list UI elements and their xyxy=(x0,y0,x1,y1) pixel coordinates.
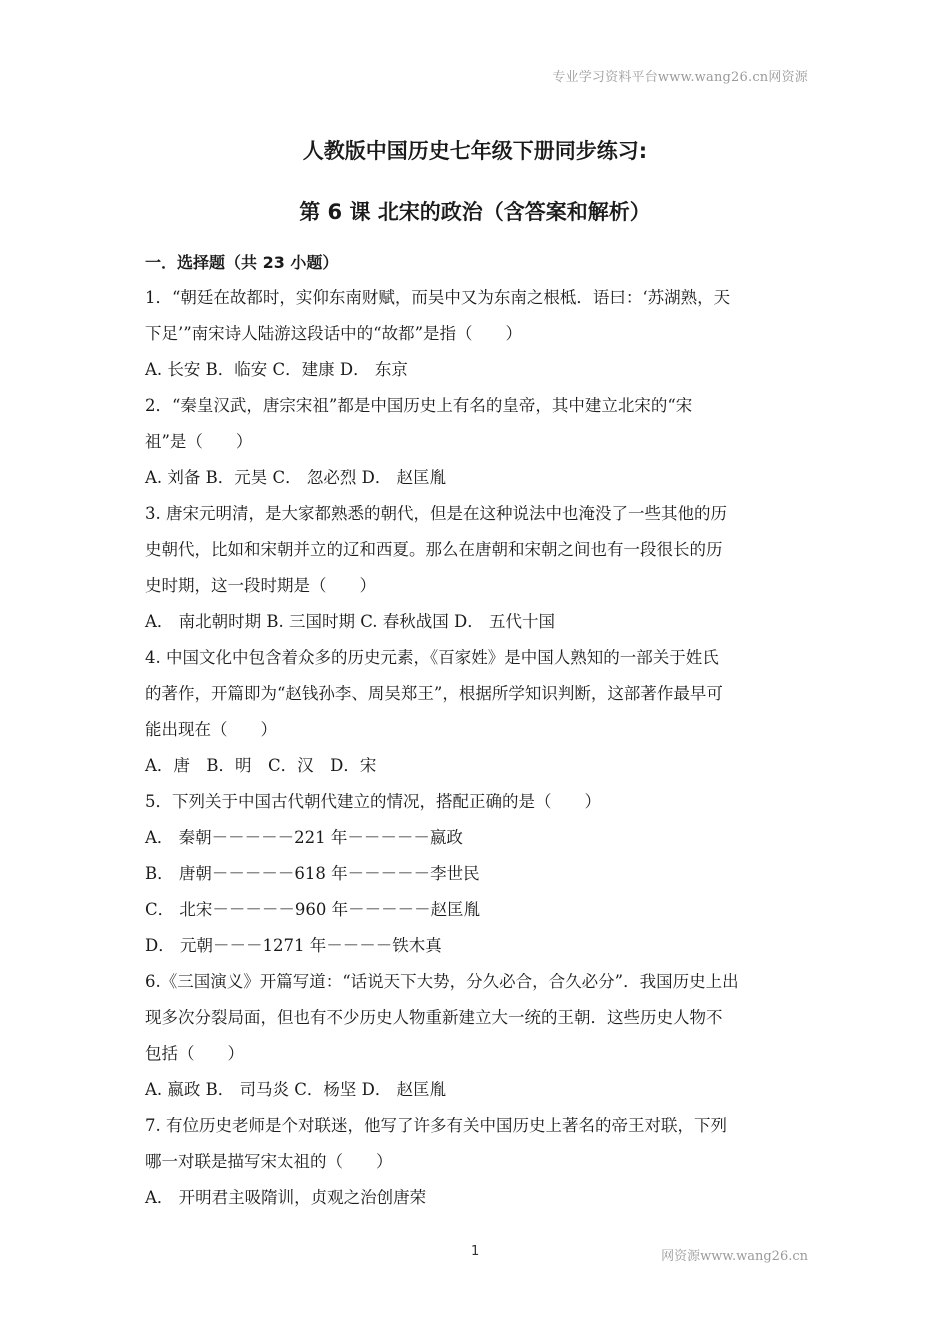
page-number: 1 xyxy=(471,1244,480,1259)
answer-option: A． 秦朝－－－－－221 年－－－－－嬴政 xyxy=(145,828,463,847)
text-line: 哪一对联是描写宋太祖的（ ） xyxy=(145,1152,393,1171)
text-line: 2．“秦皇汉武，唐宗宋祖”都是中国历史上有名的皇帝，其中建立北宋的“宋 xyxy=(145,396,693,415)
text-line: 4. 中国文化中包含着众多的历史元素，《百家姓》是中国人熟知的一部关于姓氏 xyxy=(145,648,719,667)
header-watermark: 专业学习资料平台www.wang26.cn网资源 xyxy=(552,70,808,85)
document-subtitle: 第 6 课 北宋的政治（含答案和解析） xyxy=(299,200,651,224)
answer-option: D． 元朝－－－1271 年－－－－铁木真 xyxy=(145,936,442,955)
text-line: 的著作，开篇即为“赵钱孙李、周吴郑王”，根据所学知识判断，这部著作最早可 xyxy=(145,684,723,703)
text-line: 下足’”南宋诗人陆游这段话中的“故都”是指（ ） xyxy=(145,324,523,343)
answer-options: A．唐 B．明 C．汉 D．宋 xyxy=(145,756,377,775)
section-heading: 一．选择题（共 23 小题） xyxy=(145,253,339,272)
answer-options: A. 长安 B．临安 C．建康 D． 东京 xyxy=(145,360,408,379)
text-line: 5．下列关于中国古代朝代建立的情况，搭配正确的是（ ） xyxy=(145,792,601,811)
text-line: 史时期，这一段时期是（ ） xyxy=(145,576,376,595)
text-line: 7. 有位历史老师是个对联迷，他写了许多有关中国历史上著名的帝王对联，下列 xyxy=(145,1116,727,1135)
document-title: 人教版中国历史七年级下册同步练习: xyxy=(302,139,648,163)
answer-option: C． 北宋－－－－－960 年－－－－－赵匡胤 xyxy=(145,900,481,919)
answer-option: B． 唐朝－－－－－618 年－－－－－李世民 xyxy=(145,864,480,883)
answer-options: A. 刘备 B．元昊 C． 忽必烈 D． 赵匡胤 xyxy=(145,468,447,487)
text-line: 现多次分裂局面，但也有不少历史人物重新建立大一统的王朝．这些历史人物不 xyxy=(145,1008,723,1027)
question-content xyxy=(145,246,810,1216)
text-line: 史朝代，比如和宋朝并立的辽和西夏。那么在唐朝和宋朝之间也有一段很长的历 xyxy=(145,540,723,559)
text-line: 6.《三国演义》开篇写道：“话说天下大势，分久必合，合久必分”．我国历史上出 xyxy=(145,972,739,991)
text-line: 3. 唐宋元明清，是大家都熟悉的朝代，但是在这种说法中也淹没了一些其他的历 xyxy=(145,504,727,523)
answer-option: A． 开明君主吸隋训，贞观之治创唐荣 xyxy=(145,1188,427,1207)
text-line: 包括（ ） xyxy=(145,1044,244,1063)
text-line: 1．“朝廷在故都时，实仰东南财赋，而吴中又为东南之根柢．语曰：‘苏湖熟，天 xyxy=(145,288,731,307)
text-line: 能出现在（ ） xyxy=(145,720,277,739)
text-line: 祖”是（ ） xyxy=(145,432,253,451)
footer-watermark: 网资源www.wang26.cn xyxy=(661,1249,808,1264)
answer-options: A． 南北朝时期 B. 三国时期 C. 春秋战国 D． 五代十国 xyxy=(145,612,556,631)
answer-options: A. 嬴政 B． 司马炎 C．杨坚 D． 赵匡胤 xyxy=(145,1080,447,1099)
